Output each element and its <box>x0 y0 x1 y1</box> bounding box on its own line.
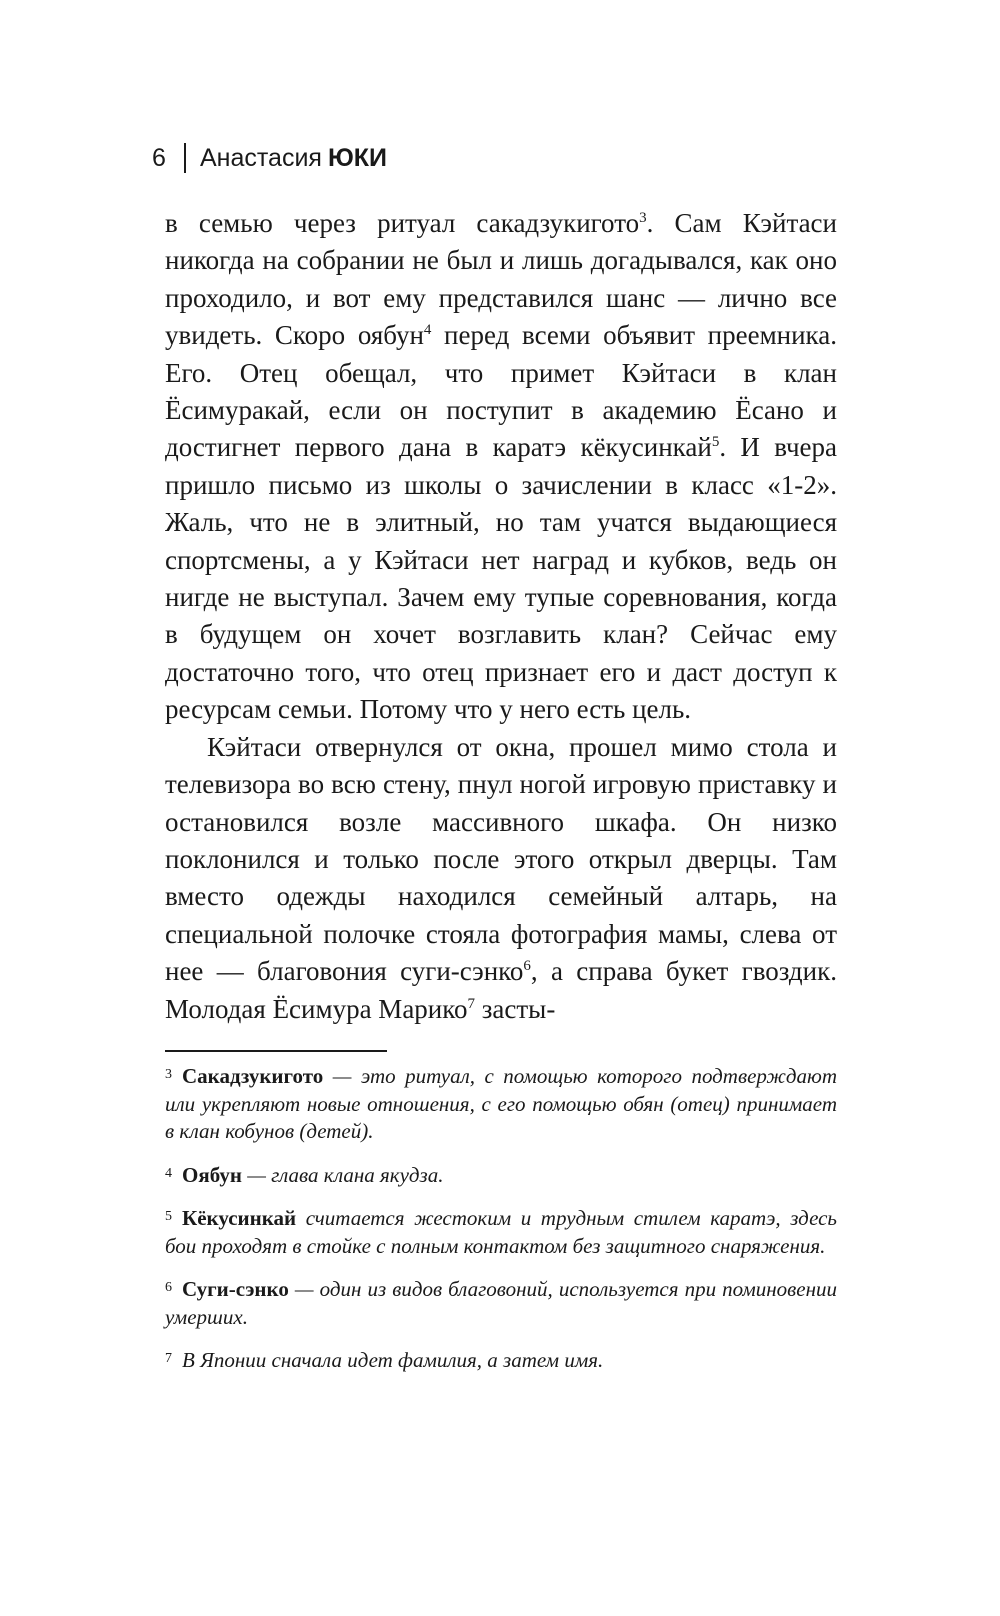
author-first-name: Анастасия <box>200 143 322 172</box>
text-run: , а справа букет гвоздик. Молодая Ёсимура Марико <box>165 956 837 1024</box>
body-text <box>165 205 837 1028</box>
text-run: перед всеми объявит преемника. Его. Отец обещал, что примет Кэйтаси в клан Ёсимуракай, если он поступит в академию Ёсано и достигнет первого дана в каратэ кёкусинкай <box>165 320 837 463</box>
paragraph-continued <box>165 205 837 729</box>
footnote <box>165 1162 837 1190</box>
header-divider <box>184 143 186 173</box>
text-run: в семью через ритуал сакадзукигото <box>165 208 640 238</box>
text-run: засты- <box>475 993 556 1024</box>
footnote-definition: — один из видов благовоний, используется при поминовении умерших. <box>165 1277 837 1329</box>
page-number: 6 <box>152 143 166 172</box>
footnote-definition: В Японии сначала идет фамилия, а затем имя. <box>182 1348 604 1372</box>
footnote-number: 3 <box>165 1067 172 1082</box>
footnote <box>165 1063 837 1146</box>
footnote-definition: считается жестоким и трудным стилем каратэ, здесь бои проходят в стойке с полным контактом без защитного снаряжения. <box>165 1206 837 1258</box>
footnote-term: Суги-сэнко <box>182 1277 289 1301</box>
footnote-definition: — глава клана якудза. <box>242 1162 444 1187</box>
footnote-term: Сакадзукигото <box>182 1064 324 1088</box>
footnote-ref: 3 <box>639 210 647 226</box>
footnote-ref: 5 <box>711 434 720 451</box>
footnote-term: Кёкусинкай <box>182 1206 297 1230</box>
footnote <box>165 1205 837 1260</box>
footnote-number: 5 <box>165 1209 172 1224</box>
text-run: . Сам Кэйтаси никогда на собрании не был и лишь догадывался, как оно проходило, и вот ему представился шанс — лично все увидеть. Скоро оябун <box>165 208 837 351</box>
footnote-number: 6 <box>165 1280 172 1295</box>
footnote-term: Оябун <box>182 1162 242 1187</box>
footnote-separator <box>165 1050 387 1052</box>
footnote-ref: 4 <box>423 322 432 339</box>
footnote-definition: — это ритуал, с помощью которого подтверждают или укрепляют новые отношения, с его помощью обян (отец) принимает в клан кобунов (детей). <box>165 1064 837 1143</box>
footnote <box>165 1276 837 1331</box>
paragraph <box>165 729 837 1028</box>
text-run: . И вчера пришло письмо из школы о зачислении в класс «1-2». Жаль, что не в элитный, но там учатся выдающиеся спортсмены, а у Кэйтаси нет наград и кубков, ведь он нигде не выступал. Зачем ему тупые соревнования, когда в будущем он хочет возглавить клан? Сейчас ему достаточно того, что отец признает его и даст доступ к ресурсам семьи. Потому что у него есть цель. <box>165 432 838 725</box>
footnote-ref: 7 <box>467 995 475 1012</box>
footnotes <box>165 1063 837 1391</box>
footnote-number: 4 <box>165 1165 172 1181</box>
footnote-number: 7 <box>165 1351 172 1366</box>
author-last-name: ЮКИ <box>327 143 387 172</box>
footnote-ref: 6 <box>523 958 531 975</box>
text-run: Кэйтаси отвернулся от окна, прошел мимо стола и телевизора во всю стену, пнул ногой игровую приставку и остановился возле массивного шкафа. Он низко поклонился и только после этого открыл дверцы. Там вместо одежды находился семейный алтарь, на специальной полочке стояла фотография мамы, слева от нее — благовония суги-сэнко <box>165 731 837 987</box>
running-head <box>152 140 387 176</box>
footnote <box>165 1347 837 1375</box>
